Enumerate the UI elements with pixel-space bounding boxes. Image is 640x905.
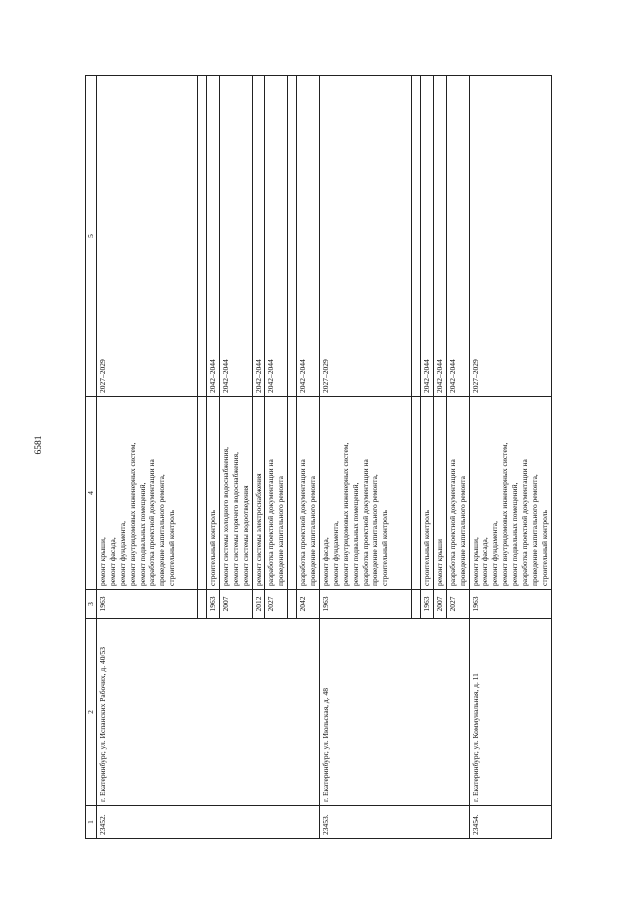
table-row xyxy=(320,76,412,839)
column-header-row xyxy=(86,76,97,839)
column-header: 4 xyxy=(86,397,97,590)
column-header: 1 xyxy=(86,806,97,839)
record-id: 23453. xyxy=(320,806,470,839)
period-cell: 2042–2044 xyxy=(265,76,288,397)
year-cell: 1963 xyxy=(207,590,220,619)
works-cell xyxy=(421,397,434,590)
work-line: ремонт подвальных помещений, xyxy=(510,482,520,586)
work-line: строительный контроль xyxy=(208,510,217,586)
work-line: ремонт внутридомовых инженерных систем, xyxy=(340,442,350,586)
period-cell: 2042–2044 xyxy=(252,76,265,397)
work-line: ремонт фасада, xyxy=(321,537,331,586)
work-line: проведение капитального ремонта, xyxy=(370,474,380,586)
works-cell xyxy=(207,397,220,590)
year-cell: 1963 xyxy=(421,590,434,619)
work-line: разработка проектной документации на xyxy=(266,459,276,586)
year-cell: 2012 xyxy=(252,590,265,619)
work-line: ремонт внутридомовых инженерных систем, xyxy=(127,442,137,586)
period-cell: 2042–2044 xyxy=(421,76,434,397)
work-line: ремонт подвальных помещений, xyxy=(350,482,360,586)
work-line: строительный контроль xyxy=(167,510,177,586)
work-line: проведение капитального ремонта, xyxy=(529,474,539,586)
year-cell: 1963 xyxy=(320,590,412,619)
work-line: проведение капитального ремонта xyxy=(276,476,286,586)
column-header: 3 xyxy=(86,590,97,619)
work-line: ремонт подвальных помещений, xyxy=(137,482,147,586)
work-line: строительный контроль xyxy=(422,510,432,586)
work-line: ремонт системы водоотведения xyxy=(240,485,250,586)
work-line: разработка проектной документации на xyxy=(298,459,308,586)
period-cell: 2042–2044 xyxy=(207,76,220,397)
work-line: ремонт крыши, xyxy=(98,537,107,586)
work-line: проведение капитального ремонта xyxy=(457,476,467,586)
period-cell: 2027–2029 xyxy=(320,76,412,397)
column-header: 2 xyxy=(86,619,97,806)
work-line: ремонт крыши, xyxy=(470,537,480,586)
works-cell xyxy=(219,397,252,590)
work-line: ремонт системы электроснабжения xyxy=(253,473,263,586)
record-id: 23454. xyxy=(469,806,551,839)
period-cell: 2042–2044 xyxy=(446,76,469,397)
address: г. Екатеринбург, ул. Испанских Рабочих, д. 40/53 xyxy=(97,619,320,806)
column-header: 5 xyxy=(86,76,97,397)
work-line: ремонт фундамента, xyxy=(490,521,500,586)
works-cell xyxy=(433,397,446,590)
work-line: проведение капитального ремонта xyxy=(308,476,318,586)
year-cell: 2007 xyxy=(219,590,252,619)
work-line: разработка проектной документации на xyxy=(520,459,530,586)
year-cell: 2007 xyxy=(433,590,446,619)
address: г. Екатеринбург, ул. Коммунальная, д. 11 xyxy=(469,619,551,806)
work-line: ремонт системы холодного водоснабжения, xyxy=(220,446,230,586)
repair-schedule-table xyxy=(85,75,552,839)
rotated-table-container xyxy=(85,76,549,839)
work-line: ремонт фундамента, xyxy=(330,521,340,586)
work-line: проведение капитального ремонта, xyxy=(157,474,167,586)
works-cell xyxy=(446,397,469,590)
work-line: ремонт фасада, xyxy=(480,537,490,586)
work-line: строительный контроль xyxy=(380,510,390,586)
work-line: ремонт фундамента, xyxy=(117,521,127,586)
works-cell xyxy=(469,397,551,590)
year-cell: 1963 xyxy=(469,590,551,619)
work-line: разработка проектной документации на xyxy=(360,459,370,586)
work-line: строительный контроль xyxy=(539,510,549,586)
year-cell: 1963 xyxy=(97,590,198,619)
period-cell: 2042–2044 xyxy=(433,76,446,397)
period-cell: 2042–2044 xyxy=(297,76,320,397)
work-line: разработка проектной документации на xyxy=(447,459,457,586)
period-cell: 2042–2044 xyxy=(219,76,252,397)
period-cell: 2027–2029 xyxy=(97,76,198,397)
works-cell xyxy=(265,397,288,590)
works-cell xyxy=(297,397,320,590)
period-cell: 2027–2029 xyxy=(469,76,551,397)
work-line: ремонт внутридомовых инженерных систем, xyxy=(500,442,510,586)
address: г. Екатеринбург, ул. Июльская, д. 48 xyxy=(320,619,470,806)
year-cell: 2027 xyxy=(446,590,469,619)
table-row xyxy=(469,76,551,839)
work-line: ремонт системы горячего водоснабжения, xyxy=(230,452,240,586)
work-line: разработка проектной документации на xyxy=(147,459,157,586)
year-cell: 2027 xyxy=(265,590,288,619)
works-cell xyxy=(252,397,265,590)
work-line: ремонт крыши xyxy=(434,539,444,586)
record-id: 23452. xyxy=(97,806,320,839)
year-cell: 2042 xyxy=(297,590,320,619)
works-cell xyxy=(97,397,198,590)
page-number: 6581 xyxy=(34,435,44,455)
work-line: ремонт фасада, xyxy=(107,537,117,586)
table-row xyxy=(97,76,198,839)
works-cell xyxy=(320,397,412,590)
